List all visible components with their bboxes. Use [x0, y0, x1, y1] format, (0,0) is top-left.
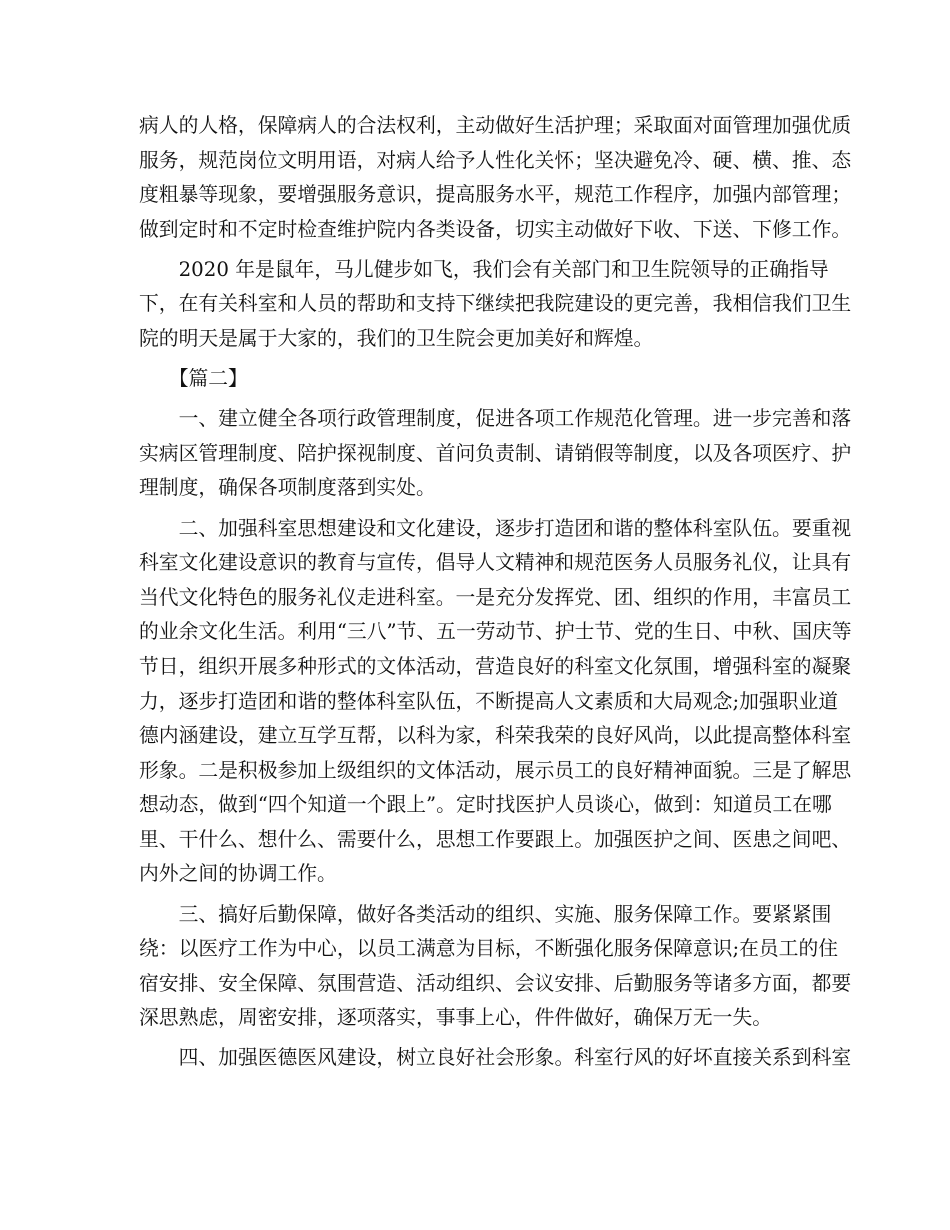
paragraph-2020-outlook — [139, 253, 852, 357]
text-line: 度粗暴等现象，要增强服务意识，提高服务水平，规范工作程序，加强内部管理； — [139, 183, 852, 207]
text-line: 的业余文化生活。利用“三八”节、五一劳动节、护士节、党的生日、中秋、国庆等 — [139, 620, 852, 644]
paragraph-item-two — [139, 512, 852, 893]
text-line: 实病区管理制度、陪护探视制度、首问负责制、请销假等制度，以及各项医疗、护 — [139, 441, 852, 465]
text-line: 下，在有关科室和人员的帮助和支持下继续把我院建设的更完善，我相信我们卫生 — [139, 292, 852, 316]
text-line: 力，逐步打造团和谐的整体科室队伍，不断提高人文素质和大局观念;加强职业道 — [139, 689, 839, 713]
text-line: 三、搞好后勤保障，做好各类活动的组织、实施、服务保障工作。要紧紧围 — [178, 902, 832, 926]
text-line: 宿安排、安全保障、氛围营造、活动组织、会议安排、后勤服务等诸多方面，都要 — [139, 971, 852, 995]
text-line: 科室文化建设意识的教育与宣传，倡导人文精神和规范医务人员服务礼仪，让具有 — [139, 551, 852, 575]
paragraph-patient-care — [139, 109, 852, 247]
text-line: 深思熟虑，周密安排，逐项落实，事事上心，件件做好，确保万无一失。 — [139, 1006, 773, 1030]
text-line: 做到定时和不定时检查维护院内各类设备，切实主动做好下收、下送、下修工作。 — [139, 217, 852, 241]
text-line: 2020 年是鼠年，马儿健步如飞，我们会有关部门和卫生院领导的正确指导 — [178, 257, 829, 281]
text-line: 院的明天是属于大家的，我们的卫生院会更加美好和辉煌。 — [139, 327, 654, 351]
section-heading-part-two — [139, 362, 811, 397]
text-line: 病人的人格，保障病人的合法权利，主动做好生活护理；采取面对面管理加强优质 — [139, 114, 852, 137]
section-heading-text: 【篇二】 — [168, 367, 248, 391]
text-line: 四、加强医德医风建设，树立良好社会形象。科室行风的好坏直接关系到科室 — [178, 1046, 852, 1070]
text-line: 形象。二是积极参加上级组织的文体活动，展示员工的良好精神面貌。三是了解思 — [139, 758, 852, 782]
text-line: 理制度，确保各项制度落到实处。 — [139, 476, 436, 500]
text-line: 里、干什么、想什么、需要什么，思想工作要跟上。加强医护之间、医患之间吧、 — [139, 827, 852, 851]
paragraph-item-three — [139, 898, 852, 1036]
text-line: 想动态，做到“四个知道一个跟上”。定时找医护人员谈心，做到：知道员工在哪 — [139, 793, 832, 817]
text-line: 当代文化特色的服务礼仪走进科室。一是充分发挥党、团、组织的作用，丰富员工 — [139, 585, 852, 609]
text-line: 节日，组织开展多种形式的文体活动，营造良好的科室文化氛围，增强科室的凝聚 — [139, 654, 852, 678]
text-line: 服务，规范岗位文明用语，对病人给予人性化关怀；坚决避免冷、硬、横、推、态 — [139, 148, 852, 172]
text-line: 内外之间的协调工作。 — [139, 862, 337, 886]
document-page — [139, 109, 852, 1076]
text-line: 绕：以医疗工作为中心，以员工满意为目标，不断强化服务保障意识;在员工的住 — [139, 937, 839, 961]
paragraph-item-four — [139, 1041, 852, 1076]
paragraph-item-one — [139, 402, 852, 506]
text-line: 二、加强科室思想建设和文化建设，逐步打造团和谐的整体科室队伍。要重视 — [178, 516, 852, 540]
text-line: 德内涵建设，建立互学互帮，以科为家，科荣我荣的良好风尚，以此提高整体科室 — [139, 724, 852, 748]
text-line: 一、建立健全各项行政管理制度，促进各项工作规范化管理。进一步完善和落 — [178, 407, 852, 431]
